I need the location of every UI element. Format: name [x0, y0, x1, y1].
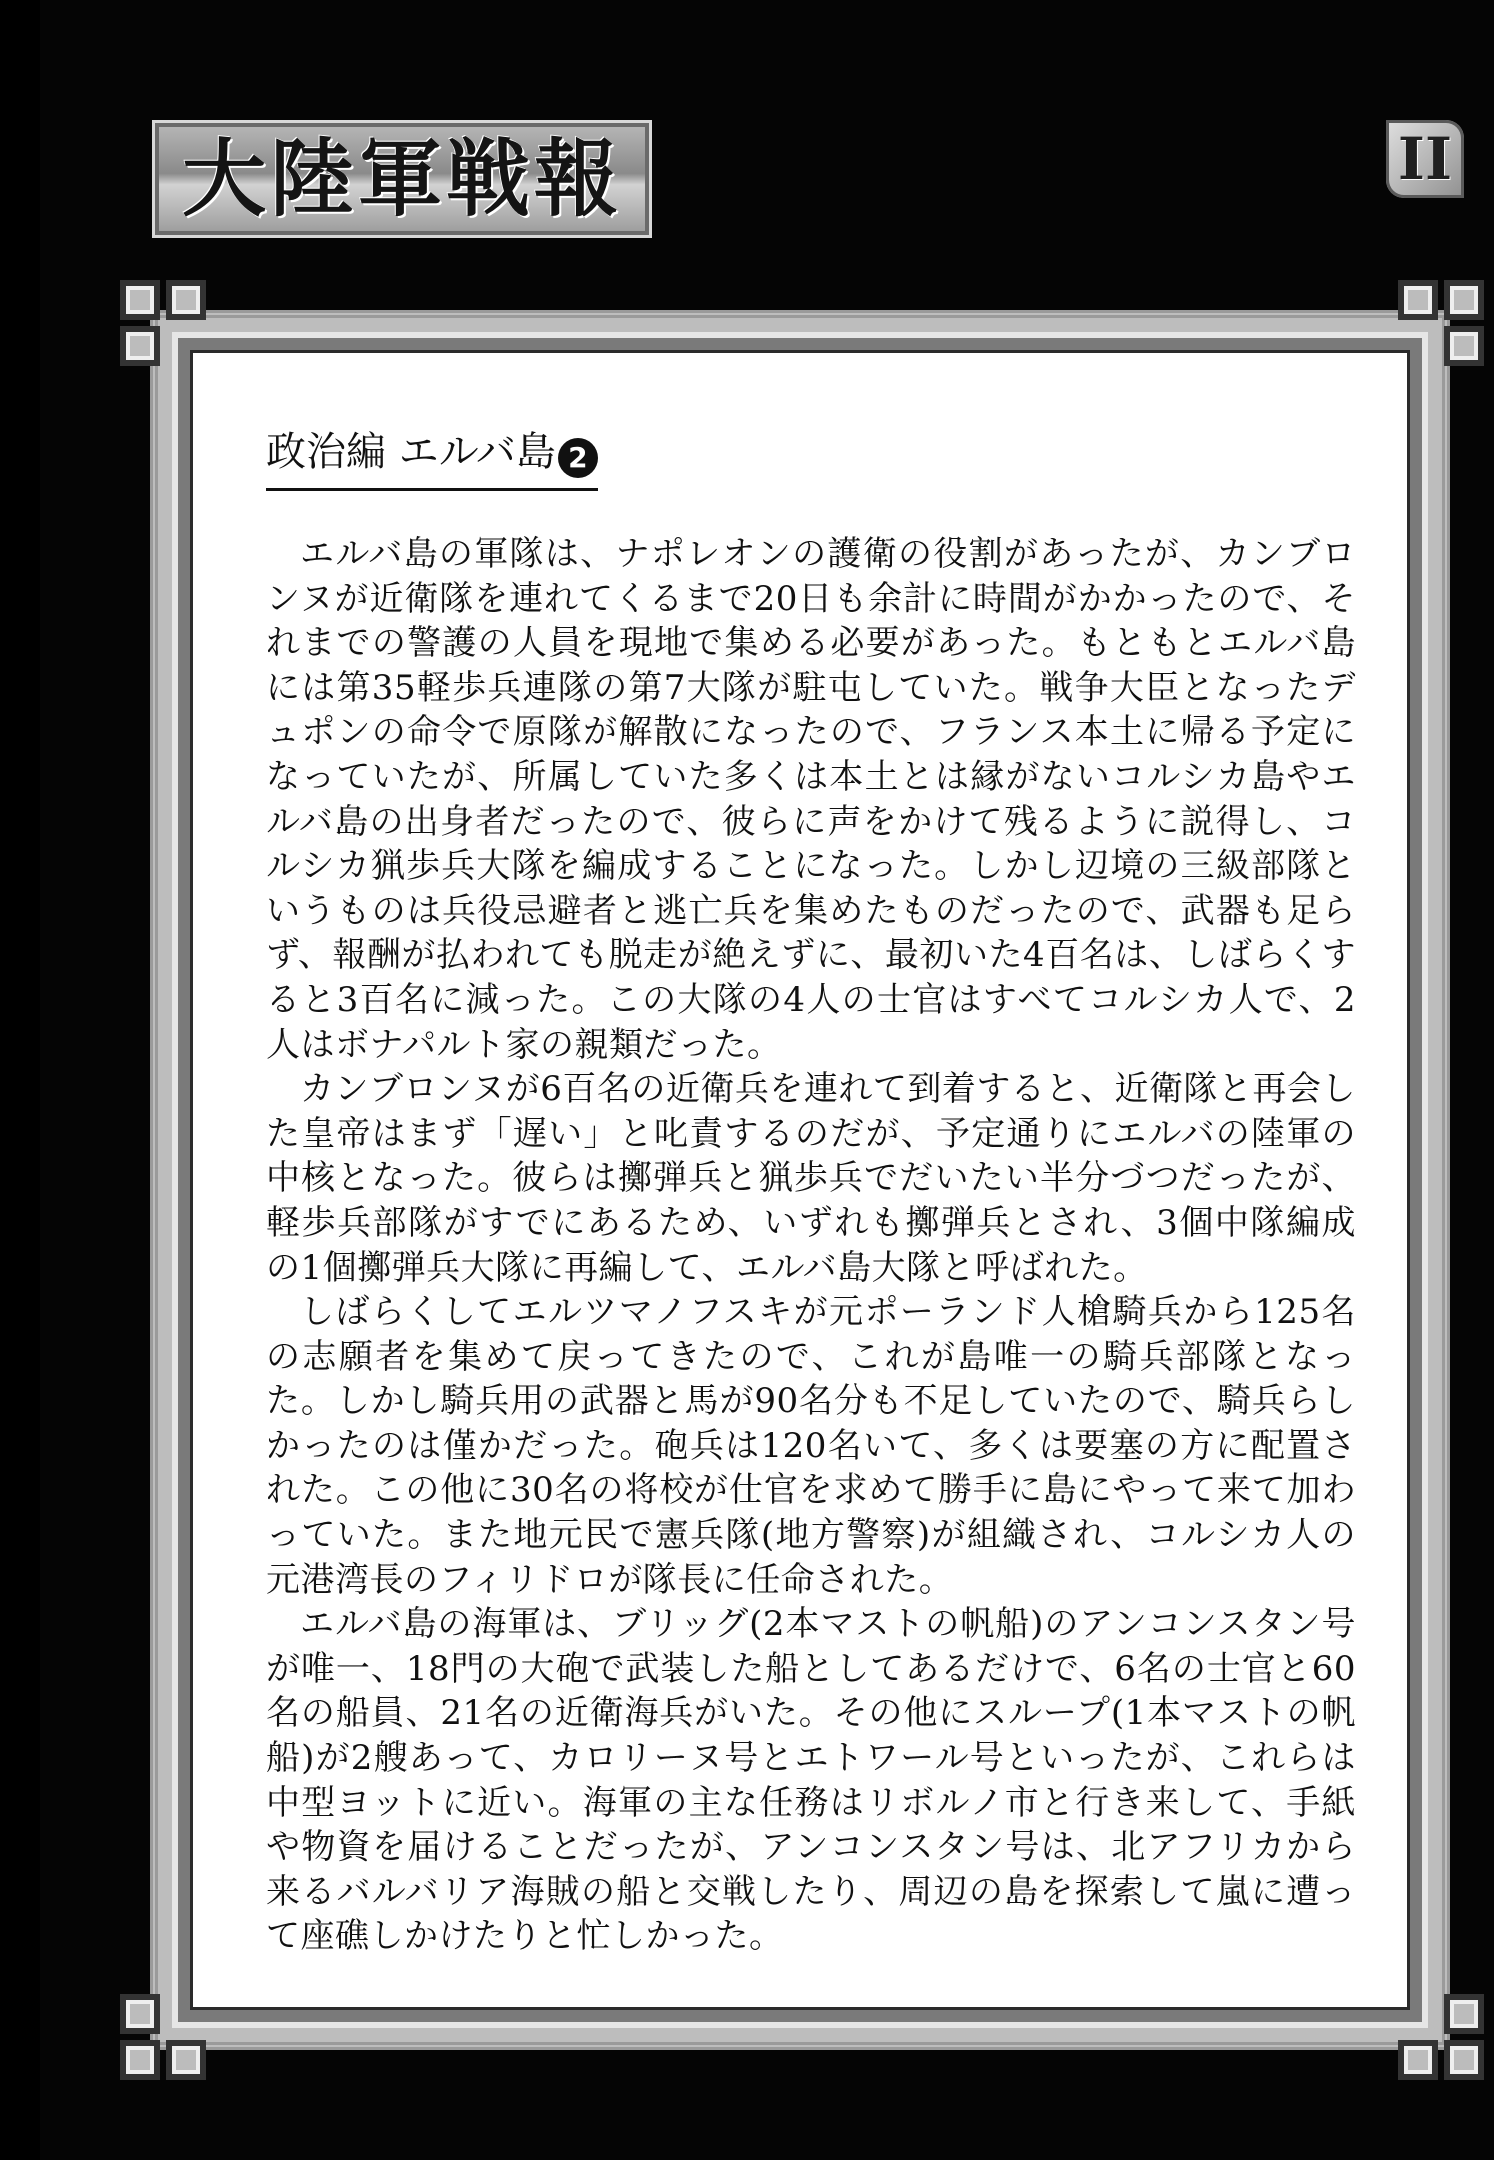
paragraph: しばらくしてエルツマノフスキが元ポーランド人槍騎兵から125名の志願者を集めて戻ってきたので、これが島唯一の騎兵部隊となった。しかし騎兵用の武器と馬が90名分も不足していたので、騎兵らしかったのは僅かだった。砲兵は120名いて、多くは要塞の方に配置された。この他に30名の将校が仕官を求めて勝手に島にやって来て加わっていた。また地元民で憲兵隊(地方警察)が組織され、コルシカ人の元港湾長のフィリドロが隊長に任命された。: [266, 1292, 1356, 1600]
section-title: [266, 428, 598, 491]
paragraph: カンブロンヌが6百名の近衛兵を連れて到着すると、近衛隊と再会した皇帝はまず「遅い」と叱責するのだが、予定通りにエルバの陸軍の中核となった。彼らは擲弾兵と猟歩兵でだいたい半分づつだったが、軽歩兵部隊がすでにあるため、いずれも擲弾兵とされ、3個中隊編成の1個擲弾兵大隊に再編して、エルバ島大隊と呼ばれた。: [266, 1069, 1356, 1288]
frame-corner-ornament: [1370, 280, 1480, 390]
article-body: [266, 532, 1356, 1959]
section-title-text: 政治編 エルバ島: [266, 429, 556, 475]
section-number-badge: 2: [558, 438, 598, 478]
header-title: 大陸軍戦報: [181, 130, 622, 228]
paragraph: エルバ島の海軍は、ブリッグ(2本マストの帆船)のアンコンスタン号が唯一、18門の大砲で武装した船としてあるだけで、6名の士官と60名の船員、21名の近衛海兵がいた。その他にスループ(1本マストの帆船)が2艘あって、カロリーヌ号とエトワール号といったが、これらは中型ヨットに近い。海軍の主な任務はリボルノ市と行き来して、手紙や物資を届けることだったが、アンコンスタン号は、北アフリカから来るバルバリア海賊の船と交戦したり、周辺の島を探索して嵐に遭って座礁しかけたりと忙しかった。: [266, 1604, 1356, 1957]
frame-corner-ornament: [120, 1970, 230, 2080]
paragraph: エルバ島の軍隊は、ナポレオンの護衛の役割があったが、カンブロンヌが近衛隊を連れてくるまで20日も余計に時間がかかったので、それまでの警護の人員を現地で集める必要があった。もともとエルバ島には第35軽歩兵連隊の第7大隊が駐屯していた。戦争大臣となったデュポンの命令で原隊が解散になったので、フランス本土に帰る予定になっていたが、所属していた多くは本土とは縁がないコルシカ島やエルバ島の出身者だったので、彼らに声をかけて残るように説得し、コルシカ猟歩兵大隊を編成することになった。しかし辺境の三級部隊というものは兵役忌避者と逃亡兵を集めたものだったので、武器も足らず、報酬が払われても脱走が絶えずに、最初いた4百名は、しばらくすると3百名に減った。この大隊の4人の士官はすべてコルシカ人で、2人はボナパルト家の親類だった。: [266, 534, 1356, 1065]
chapter-number: II: [1397, 125, 1453, 193]
chapter-badge: [1386, 120, 1464, 198]
header-title-plate: [152, 120, 652, 238]
frame-corner-ornament: [120, 280, 230, 390]
frame-corner-ornament: [1370, 1970, 1480, 2080]
